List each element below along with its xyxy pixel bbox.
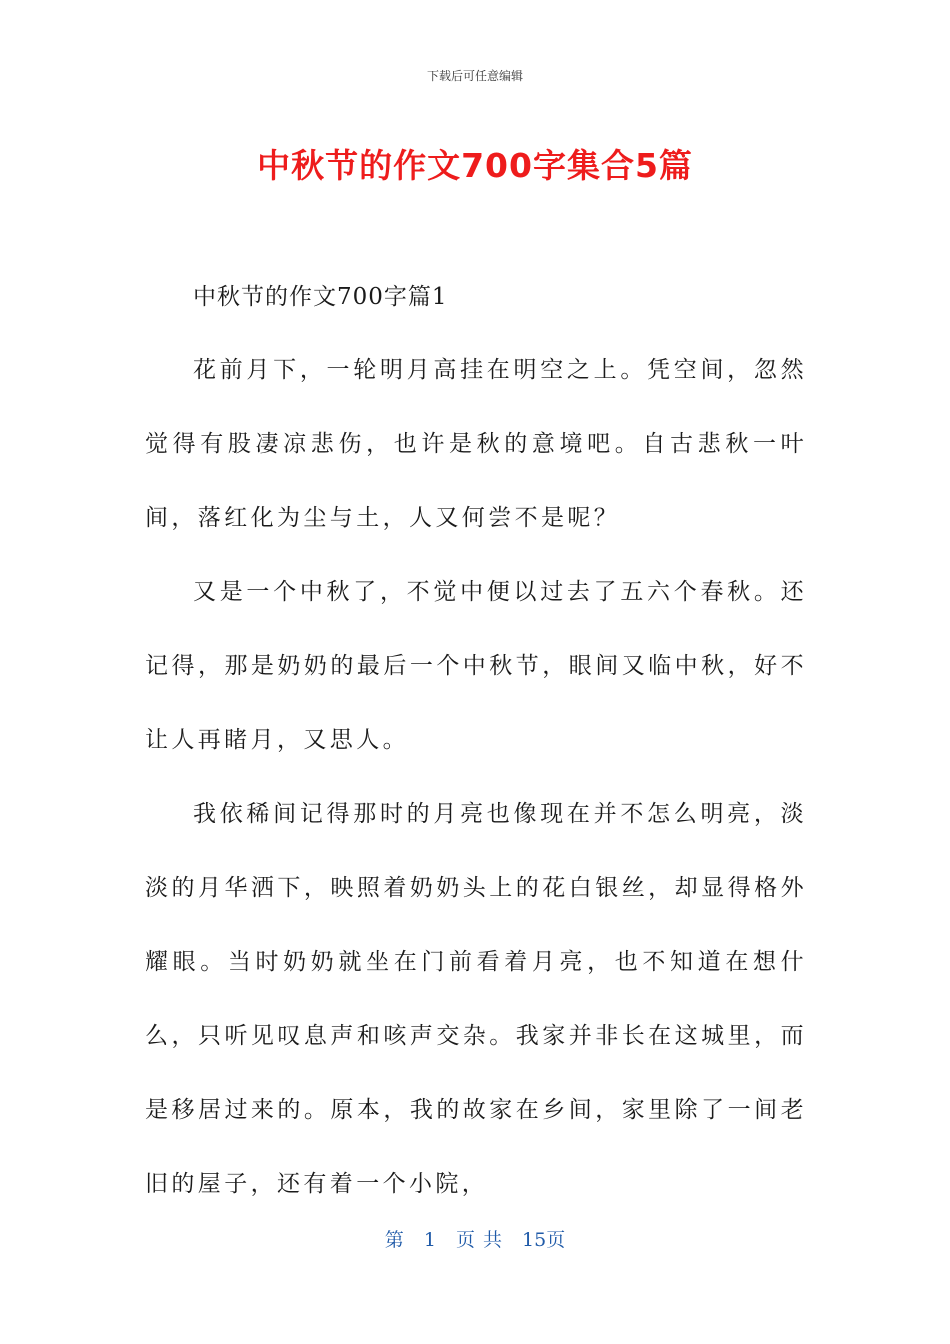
document-body (145, 262, 807, 1221)
paragraph-2: 又是一个中秋了，不觉中便以过去了五六个春秋。还记得，那是奶奶的最后一个中秋节，眼间又临中秋，好不让人再睹月，又思人。 (145, 579, 807, 753)
page-footer (0, 1225, 950, 1252)
paragraph-1: 花前月下，一轮明月高挂在明空之上。凭空间，忽然觉得有股凄凉悲伤，也许是秋的意境吧。自古悲秋一叶间，落红化为尘与土，人又何尝不是呢？ (145, 357, 807, 531)
footer-label-mid: 页 共 (455, 1229, 502, 1251)
paragraph-3: 我依稀间记得那时的月亮也像现在并不怎么明亮，淡淡的月华洒下，映照着奶奶头上的花白银丝，却显得格外耀眼。当时奶奶就坐在门前看着月亮，也不知道在想什么，只听见叹息声和咳声交杂。我家并非长在这城里，而是移居过来的。原本，我的故家在乡间，家里除了一间老旧的屋子，还有着一个小院， (145, 801, 807, 1197)
footer-total-pages: 15页 (522, 1229, 566, 1251)
section-heading: 中秋节的作文700字篇1 (193, 284, 448, 310)
document-title: 中秋节的作文700字集合5篇 (257, 146, 693, 185)
footer-current-page: 1 (423, 1229, 436, 1251)
footer-label-prefix: 第 (384, 1229, 404, 1251)
page-header-note: 下载后可任意编辑 (426, 69, 523, 83)
